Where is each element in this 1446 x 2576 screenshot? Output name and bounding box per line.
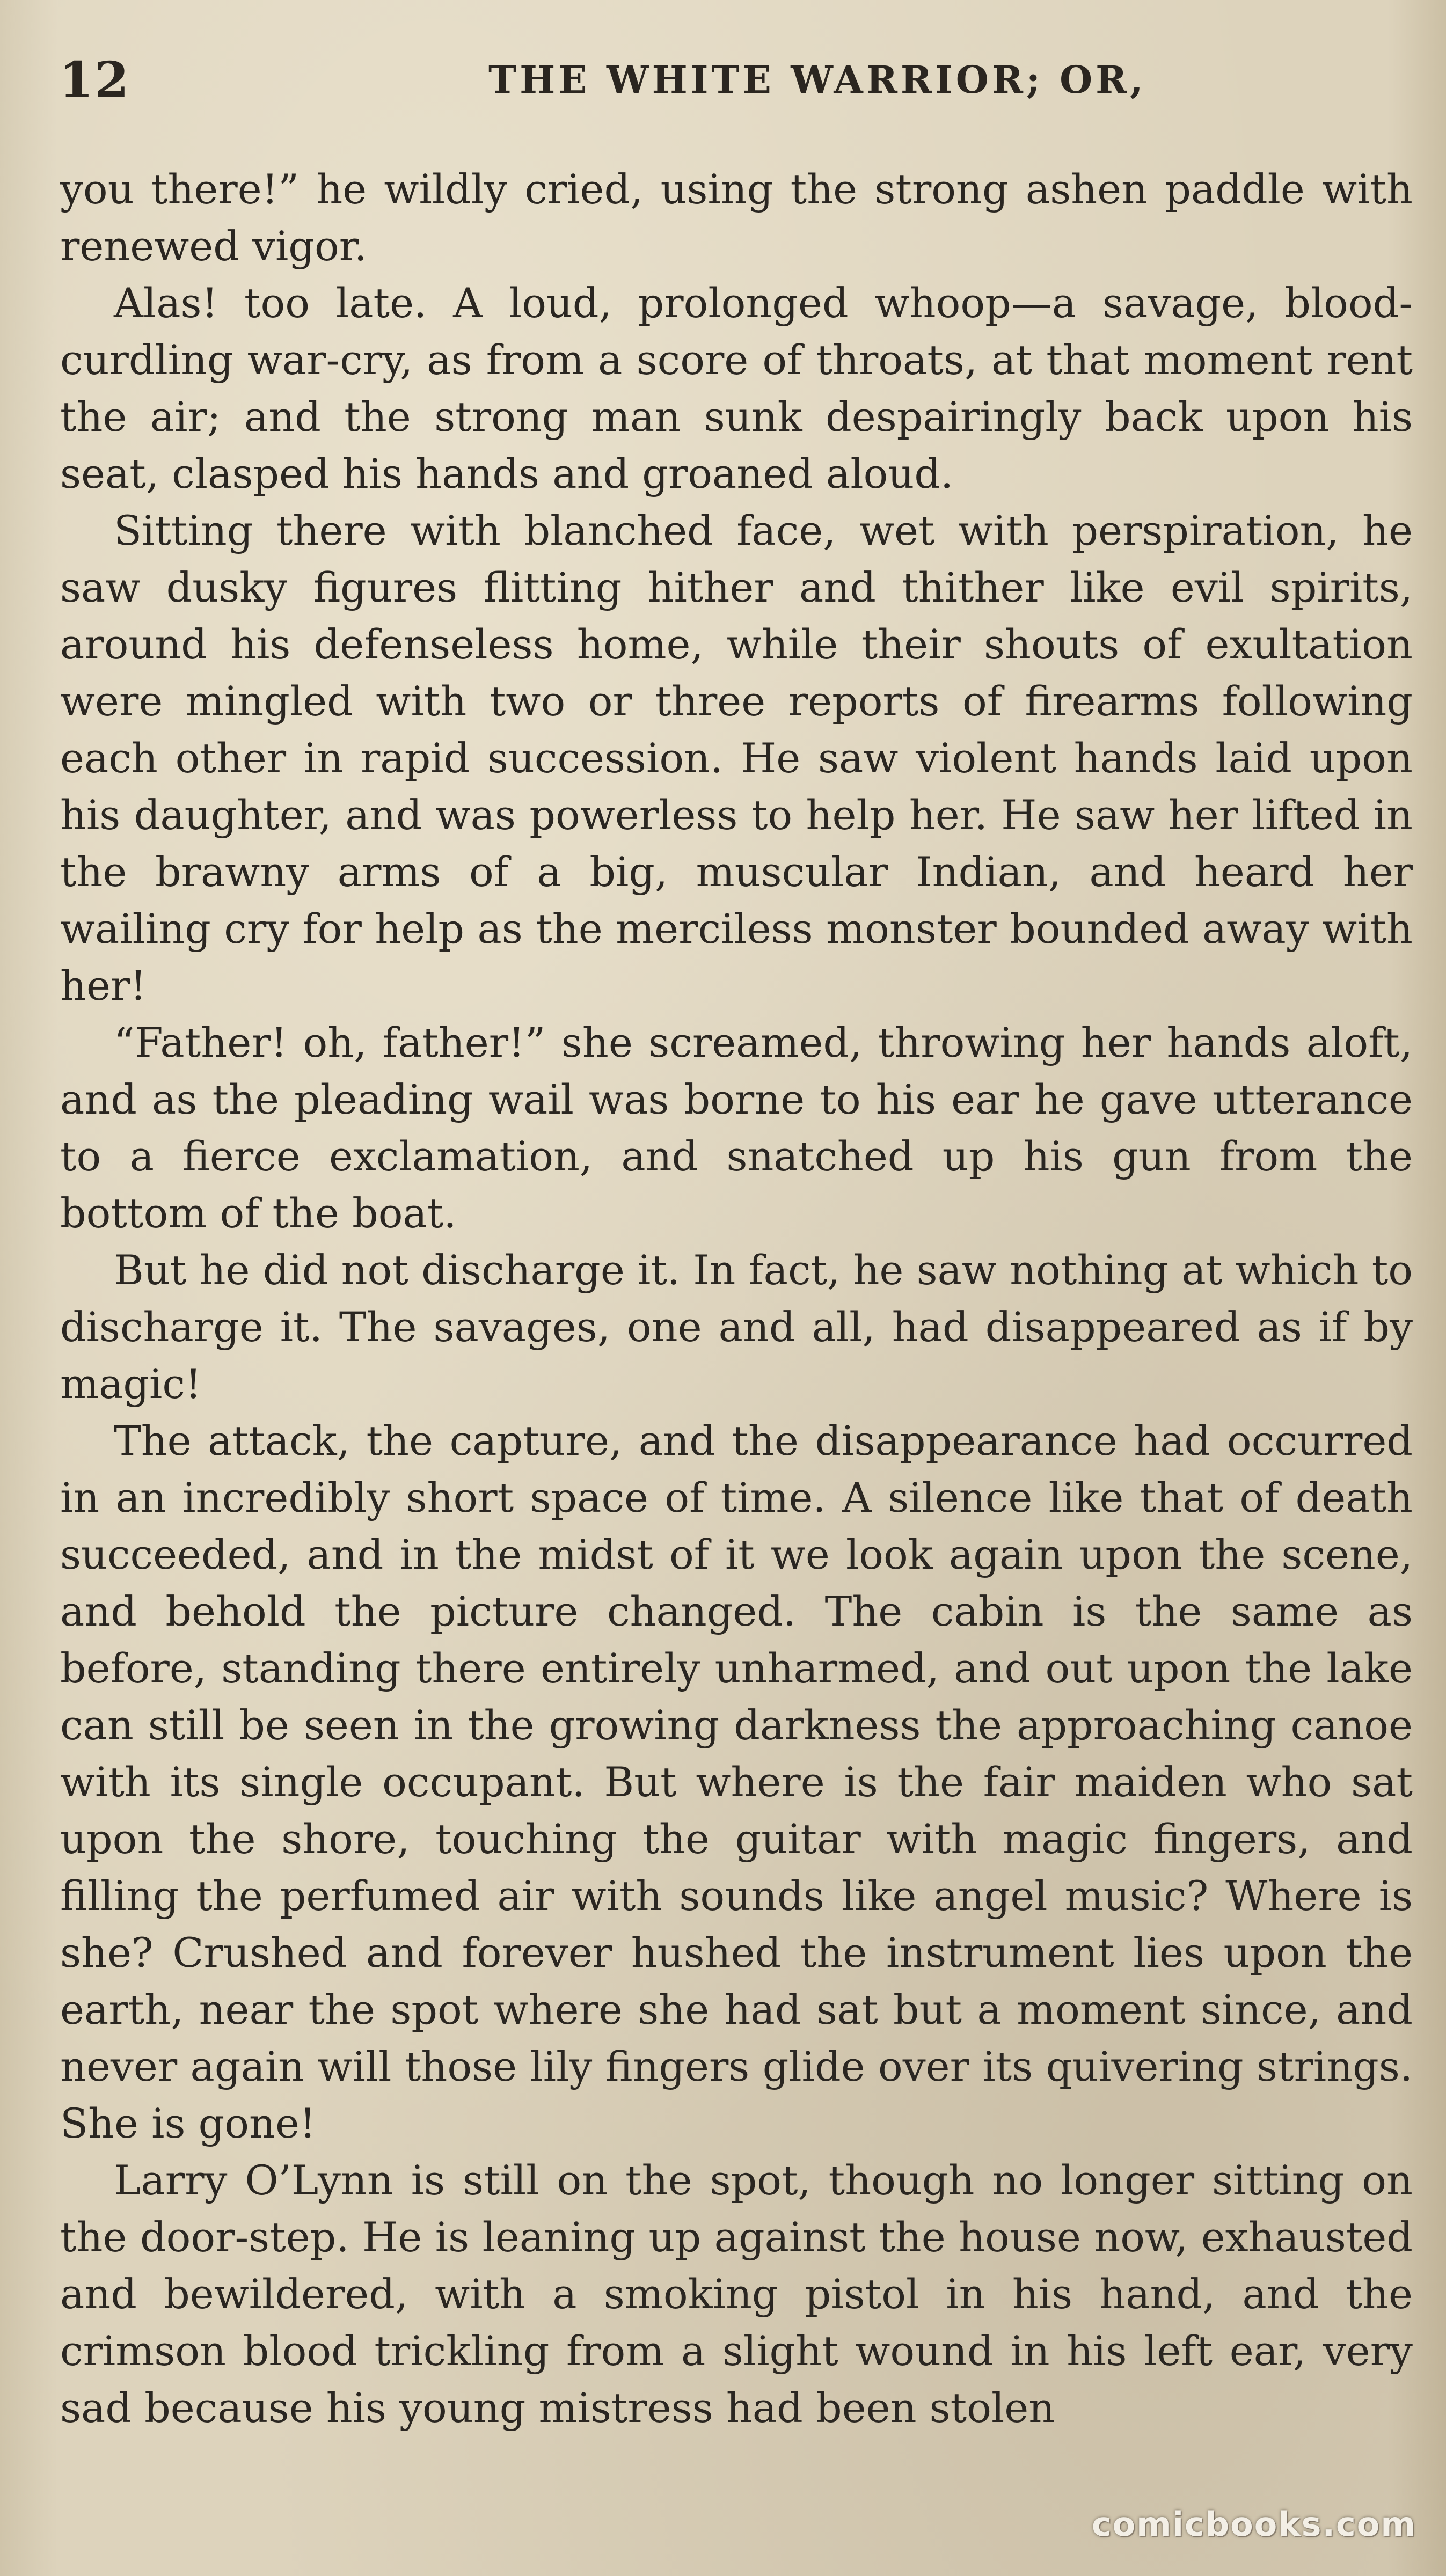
paragraph: Alas! too late. A loud, prolonged whoop—a savage, blood-curdling war-cry, as from a score of throats, at that moment rent the air; and the strong man sunk despairingly back upon his seat, clasped his hands and groaned aloud. — [60, 279, 1413, 497]
running-head-title: THE WHITE WARRIOR; OR, — [488, 57, 1146, 102]
paragraph: Larry O’Lynn is still on the spot, though no longer sitting on the door-step. He is leaning up against the house now, exhausted and bewildered, with a smoking pistol in his hand, and the crimson blood trickling from a slight wound in his left ear, very sad because his young mistress had been stolen — [60, 2156, 1413, 2432]
paragraph: “Father! oh, father!” she screamed, throwing her hands aloft, and as the pleading wail was borne to his ear he gave utterance to a fierce exclamation, and snatched up his gun from the bottom of the boat. — [60, 1019, 1413, 1237]
paragraph: The attack, the capture, and the disappearance had occurred in an incredibly short space of time. A silence like that of death succeeded, and in the midst of it we look again upon the scene, and behold the picture changed. The cabin is the same as before, standing there entirely unharmed, and out upon the lake can still be seen in the growing darkness the approaching canoe with its single occupant. But where is the fair maiden who sat upon the shore, touching the guitar with magic fingers, and filling the perfumed air with sounds like angel music? Where is she? Crushed and forever hushed the instrument lies upon the earth, near the spot where she had sat but a moment since, and never again will those lily fingers glide over its quivering strings. She is gone! — [60, 1417, 1413, 2147]
page-number: 12 — [59, 51, 130, 109]
paragraph-continued: you there!” he wildly cried, using the strong ashen paddle with renewed vigor. — [60, 165, 1413, 270]
paragraph: Sitting there with blanched face, wet with perspiration, he saw dusky figures flitting hither and thither like evil spirits, around his defenseless home, while their shouts of exultation were mingled with two or three reports of firearms following each other in rapid succession. He saw violent hands laid upon his daughter, and was powerless to help her. He saw her lifted in the brawny arms of a big, muscular Indian, and heard her wailing cry for help as the merciless monster bounded away with her! — [60, 507, 1413, 1009]
watermark: comicbooks.com — [1091, 2505, 1416, 2544]
paragraph: But he did not discharge it. In fact, he saw nothing at which to discharge it. The savages, one and all, had disappeared as if by magic! — [60, 1246, 1413, 1408]
body-text — [60, 161, 1413, 2436]
running-head — [59, 51, 1390, 115]
